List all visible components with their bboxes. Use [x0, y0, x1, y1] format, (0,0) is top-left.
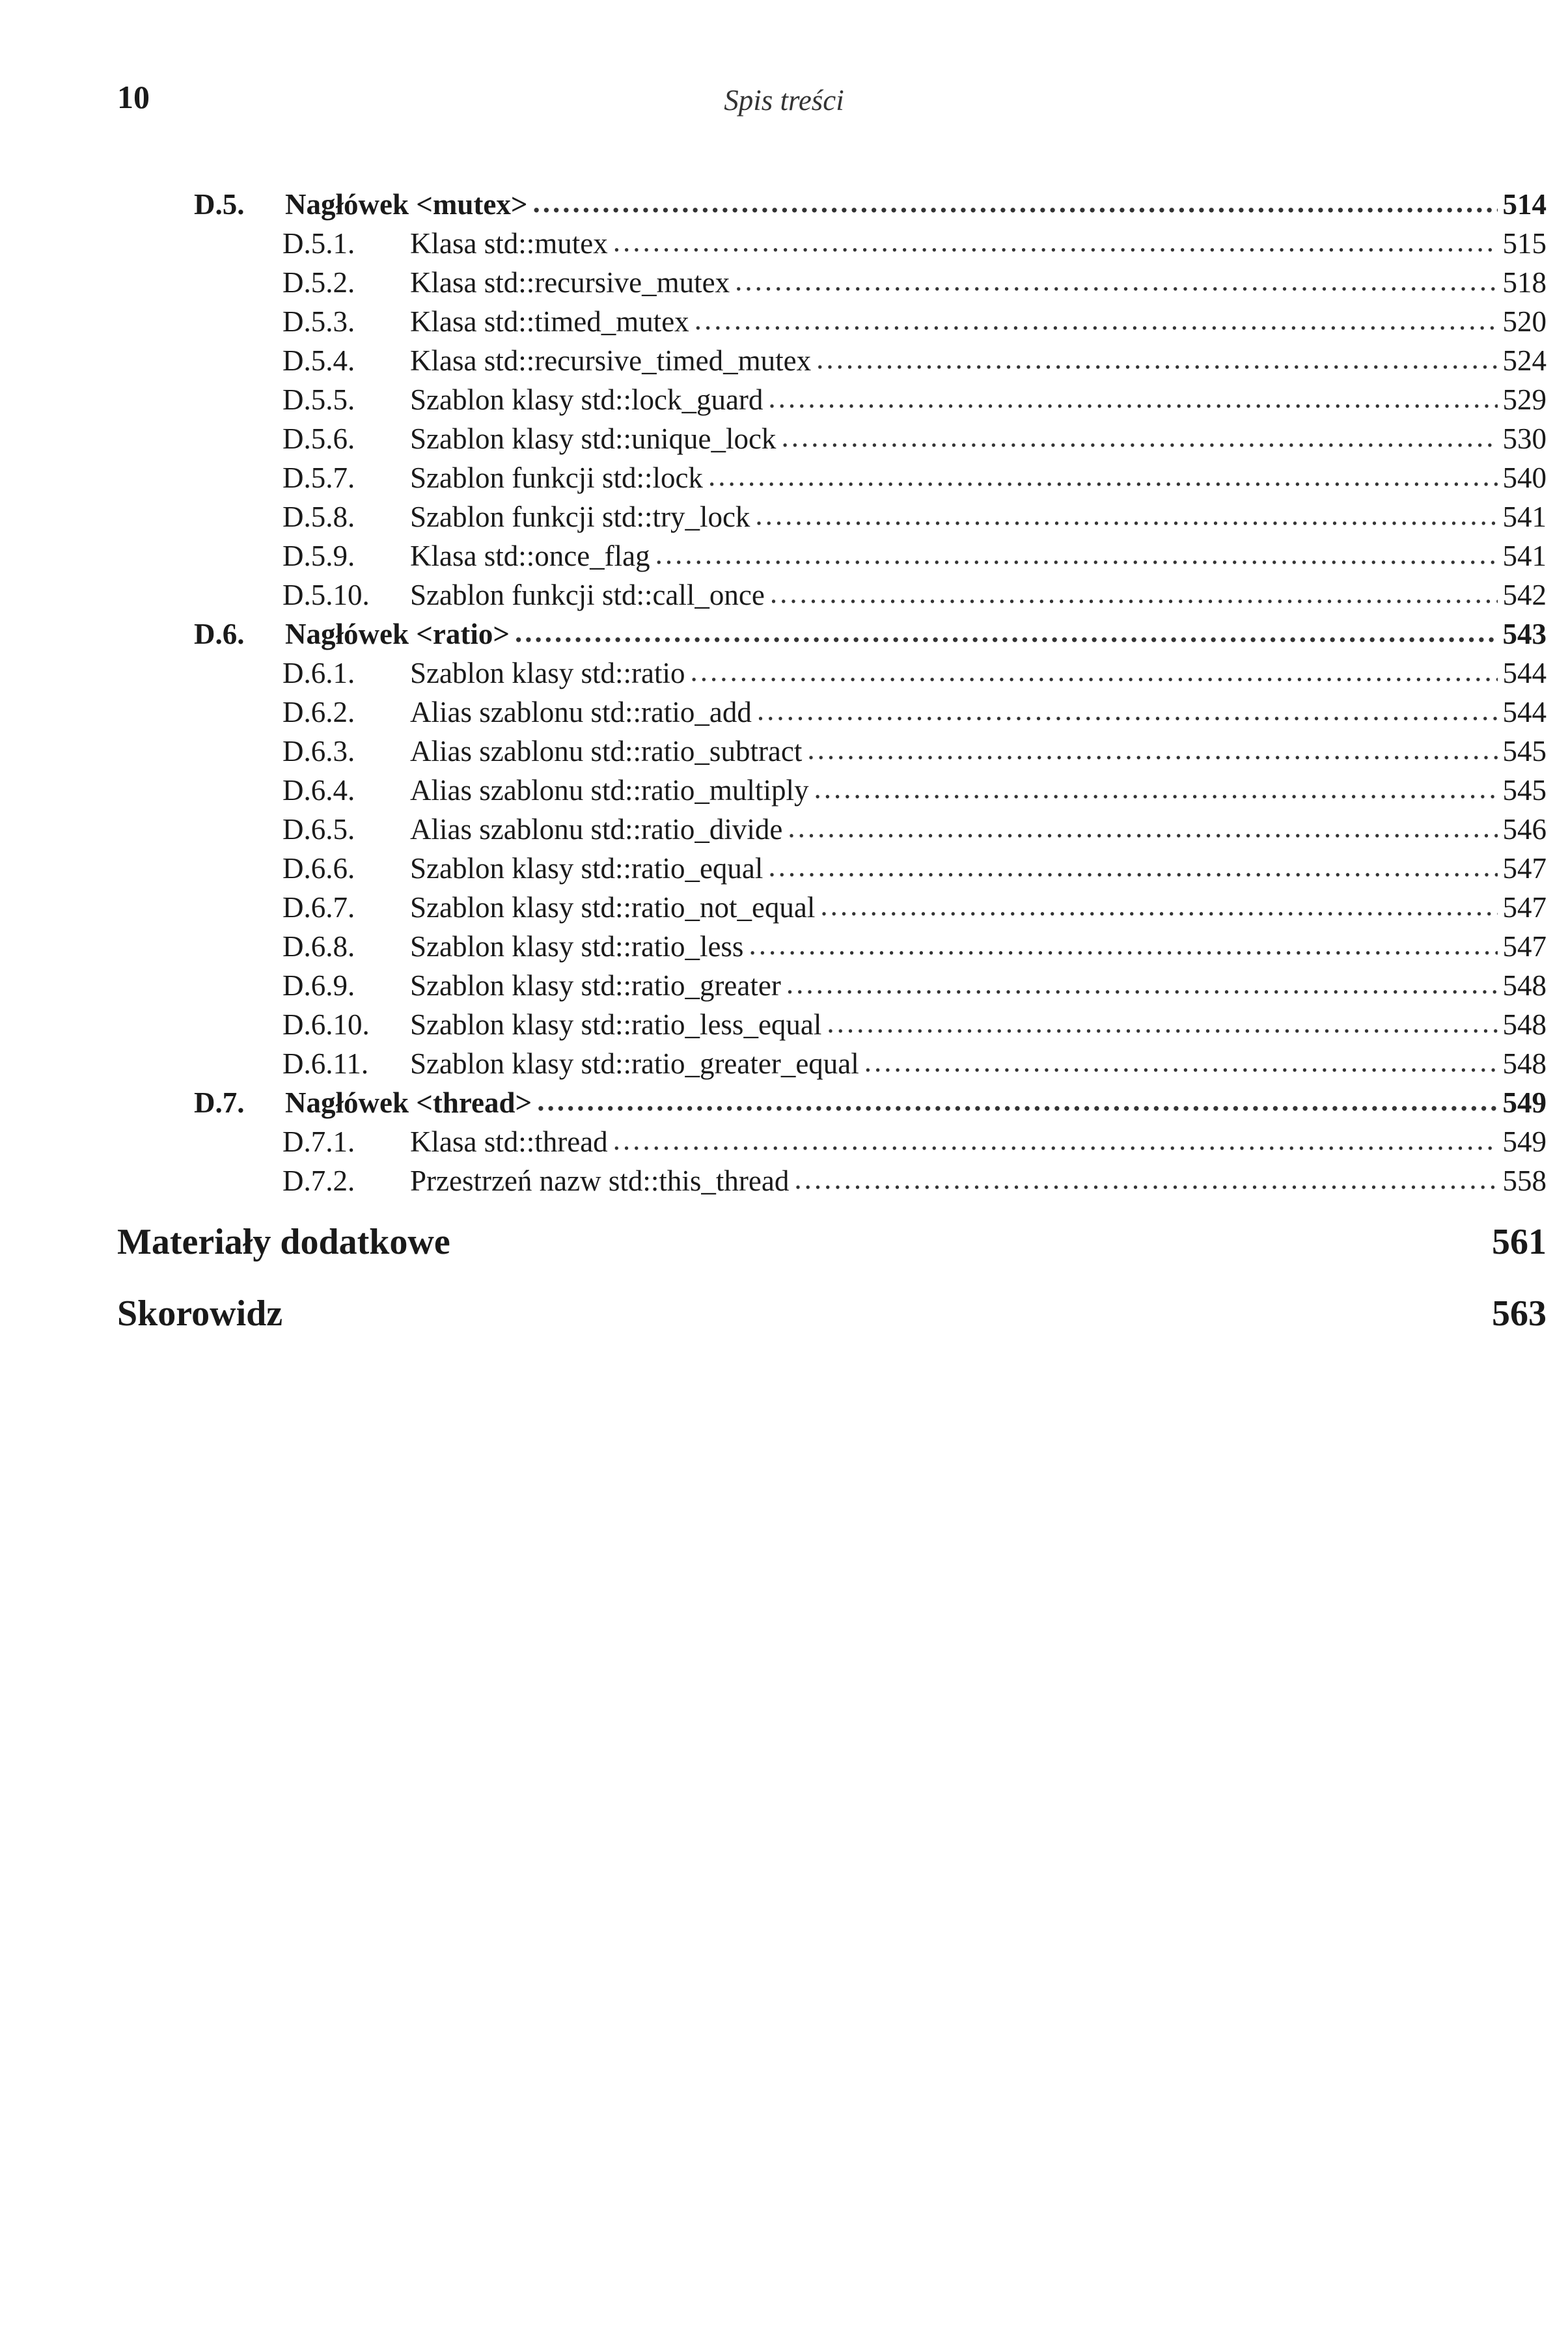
- toc-entry-number: D.6.11.: [282, 1047, 369, 1080]
- toc-entry-page: 524: [1502, 344, 1547, 377]
- toc-entry-title: Szablon klasy std::ratio_greater: [410, 969, 781, 1002]
- toc-entry-title: Nagłówek <thread>: [285, 1086, 532, 1119]
- toc-section-entry: [194, 185, 1547, 224]
- toc-entry-page: 542: [1502, 579, 1547, 611]
- toc-entry-title: Szablon klasy std::ratio_equal: [410, 852, 763, 885]
- dot-leader: [781, 419, 1497, 458]
- toc-entry-page: 545: [1502, 774, 1547, 807]
- toc-entry-page: 541: [1502, 540, 1547, 572]
- toc-subsection-entry: [282, 536, 1547, 575]
- toc-subsection-entry: [282, 693, 1547, 732]
- toc-entry-page: 543: [1502, 618, 1547, 650]
- toc-entry-page: 549: [1502, 1125, 1547, 1158]
- toc-subsection-entry: [282, 380, 1547, 419]
- toc-entry-number: D.5.4.: [282, 344, 355, 377]
- toc-entry-page: 518: [1502, 266, 1547, 299]
- dot-leader: [613, 1122, 1498, 1161]
- toc-entry-title: Szablon klasy std::ratio_less: [410, 930, 744, 963]
- toc-entry-number: D.6.8.: [282, 930, 355, 963]
- toc-entry-number: D.5.10.: [282, 579, 370, 611]
- dot-leader: [695, 302, 1498, 341]
- toc-entry-number: D.6.6.: [282, 852, 355, 885]
- toc-entry-page: 520: [1502, 305, 1547, 338]
- toc-entry-number: D.5.9.: [282, 540, 355, 572]
- dot-leader: [807, 732, 1497, 771]
- toc-chapter-entry: [117, 1295, 1547, 1332]
- toc-entry-page: 547: [1502, 852, 1547, 885]
- toc-entry-title: Nagłówek <ratio>: [285, 618, 510, 650]
- toc-entry-number: D.5.: [194, 188, 245, 221]
- toc-entry-page: 544: [1502, 696, 1547, 728]
- toc-entry-title: Szablon funkcji std::try_lock: [410, 501, 750, 533]
- toc-entry-title: Alias szablonu std::ratio_multiply: [410, 774, 809, 807]
- dot-leader: [757, 693, 1498, 732]
- toc-entry-page: 540: [1502, 462, 1547, 494]
- toc-entry-number: D.5.3.: [282, 305, 355, 338]
- dot-leader: [749, 927, 1497, 966]
- dot-leader: [515, 614, 1498, 654]
- dot-leader: [820, 888, 1497, 927]
- toc-entry-number: D.6.1.: [282, 657, 355, 689]
- toc-entry-title: Przestrzeń nazw std::this_thread: [410, 1165, 790, 1197]
- toc-entry-number: D.6.3.: [282, 735, 355, 767]
- toc-entry-page: 546: [1502, 813, 1547, 846]
- toc-entry-title: Klasa std::once_flag: [410, 540, 650, 572]
- toc-subsection-entry: [282, 654, 1547, 693]
- toc-entry-title: Alias szablonu std::ratio_divide: [410, 813, 783, 846]
- toc-entry-number: D.6.5.: [282, 813, 355, 846]
- page-number: 10: [117, 79, 150, 115]
- toc-subsection-entry: [282, 458, 1547, 497]
- toc-entry-number: D.7.: [194, 1086, 245, 1119]
- toc-entry-page: 549: [1502, 1086, 1547, 1119]
- toc-subsection-entry: [282, 497, 1547, 536]
- toc-entry-page: 541: [1502, 501, 1547, 533]
- toc-entry-number: D.5.2.: [282, 266, 355, 299]
- running-head: Spis treści: [724, 84, 844, 117]
- dot-leader: [708, 458, 1498, 497]
- toc-subsection-entry: [282, 1122, 1547, 1161]
- toc-entry-title: Szablon klasy std::ratio: [410, 657, 685, 689]
- toc-entry-page: 558: [1502, 1165, 1547, 1197]
- toc-entry-title: Szablon klasy std::ratio_not_equal: [410, 891, 816, 924]
- toc-entry-title: Klasa std::recursive_mutex: [410, 266, 730, 299]
- toc-entry-title: Klasa std::recursive_timed_mutex: [410, 344, 812, 377]
- dot-leader: [768, 380, 1497, 419]
- toc-entry-title: Szablon funkcji std::lock: [410, 462, 703, 494]
- toc-entry-page: 515: [1502, 227, 1547, 260]
- toc-entry-number: D.5.8.: [282, 501, 355, 533]
- toc-entry-title: Nagłówek <mutex>: [285, 188, 528, 221]
- toc-entry-number: D.6.10.: [282, 1008, 370, 1041]
- toc-chapter-title: Skorowidz: [117, 1293, 283, 1334]
- toc-subsection-entry: [282, 771, 1547, 810]
- dot-leader: [770, 575, 1498, 614]
- toc-entry-number: D.6.9.: [282, 969, 355, 1002]
- toc-entry-page: 544: [1502, 657, 1547, 689]
- toc-entry-title: Klasa std::thread: [410, 1125, 608, 1158]
- toc-entry-page: 514: [1502, 188, 1547, 221]
- toc-section-entry: [194, 614, 1547, 654]
- toc-entry-title: Szablon klasy std::unique_lock: [410, 422, 777, 455]
- dot-leader: [814, 771, 1497, 810]
- toc-entry-page: 548: [1502, 969, 1547, 1002]
- dot-leader: [655, 536, 1498, 575]
- toc-entry-page: 548: [1502, 1008, 1547, 1041]
- dot-leader: [788, 810, 1497, 849]
- toc-subsection-entry: [282, 927, 1547, 966]
- toc-section-entry: [194, 1083, 1547, 1122]
- dot-leader: [768, 849, 1497, 888]
- toc-entry-number: D.5.7.: [282, 462, 355, 494]
- toc-entry-number: D.5.1.: [282, 227, 355, 260]
- dot-leader: [816, 341, 1497, 380]
- toc-entry-page: 547: [1502, 891, 1547, 924]
- toc-chapter-page: 561: [1492, 1222, 1547, 1262]
- toc-subsection-entry: [282, 419, 1547, 458]
- toc-subsection-entry: [282, 966, 1547, 1005]
- dot-leader: [786, 966, 1498, 1005]
- dot-leader: [755, 497, 1497, 536]
- dot-leader: [735, 263, 1497, 302]
- toc-entry-title: Szablon klasy std::lock_guard: [410, 383, 763, 416]
- toc-subsection-entry: [282, 302, 1547, 341]
- toc-entry-page: 529: [1502, 383, 1547, 416]
- toc-entry-title: Klasa std::mutex: [410, 227, 608, 260]
- dot-leader: [827, 1005, 1497, 1044]
- toc-entry-number: D.6.2.: [282, 696, 355, 728]
- dot-leader: [533, 185, 1498, 224]
- toc-entry-title: Alias szablonu std::ratio_subtract: [410, 735, 803, 767]
- dot-leader: [537, 1083, 1497, 1122]
- toc-subsection-entry: [282, 1005, 1547, 1044]
- toc-entry-number: D.7.2.: [282, 1165, 355, 1197]
- toc-entry-number: D.6.7.: [282, 891, 355, 924]
- toc-chapter-title: Materiały dodatkowe: [117, 1222, 450, 1262]
- dot-leader: [794, 1161, 1497, 1200]
- toc-subsection-entry: [282, 341, 1547, 380]
- toc-subsection-entry: [282, 1044, 1547, 1083]
- toc-entry-page: 548: [1502, 1047, 1547, 1080]
- toc-entry-title: Klasa std::timed_mutex: [410, 305, 689, 338]
- toc-entry-page: 530: [1502, 422, 1547, 455]
- toc-subsection-entry: [282, 888, 1547, 927]
- toc-subsection-entry: [282, 1161, 1547, 1200]
- toc-chapter-page: 563: [1492, 1293, 1547, 1334]
- dot-leader: [690, 654, 1497, 693]
- toc-entry-number: D.5.5.: [282, 383, 355, 416]
- toc-entry-title: Szablon funkcji std::call_once: [410, 579, 765, 611]
- toc-entry-title: Szablon klasy std::ratio_greater_equal: [410, 1047, 859, 1080]
- toc-subsection-entry: [282, 224, 1547, 263]
- dot-leader: [613, 224, 1498, 263]
- toc-entry-number: D.6.4.: [282, 774, 355, 807]
- toc-entry-number: D.5.6.: [282, 422, 355, 455]
- toc-entry-title: Alias szablonu std::ratio_add: [410, 696, 752, 728]
- toc-subsection-entry: [282, 263, 1547, 302]
- toc-subsection-entry: [282, 732, 1547, 771]
- dot-leader: [864, 1044, 1498, 1083]
- toc-subsection-entry: [282, 575, 1547, 614]
- toc-chapter-entry: [117, 1224, 1547, 1260]
- toc-subsection-entry: [282, 810, 1547, 849]
- toc-entry-page: 547: [1502, 930, 1547, 963]
- toc-subsection-entry: [282, 849, 1547, 888]
- toc-entry-number: D.7.1.: [282, 1125, 355, 1158]
- toc-entry-page: 545: [1502, 735, 1547, 767]
- toc-entry-title: Szablon klasy std::ratio_less_equal: [410, 1008, 822, 1041]
- toc-entry-number: D.6.: [194, 618, 245, 650]
